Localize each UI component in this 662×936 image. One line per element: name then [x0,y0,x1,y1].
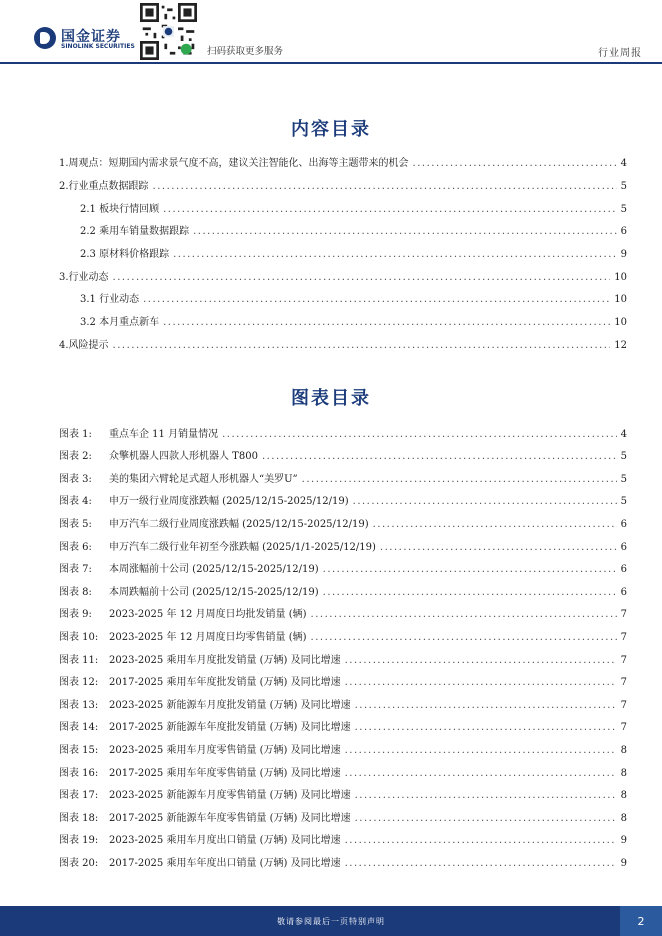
figure-number: 图表 10: [59,632,99,643]
dot-leader [345,655,617,666]
figure-entry[interactable] [59,696,627,712]
header-divider [0,62,662,64]
figure-number: 图表 16: [59,768,99,779]
figure-entry[interactable] [59,809,627,825]
figure-entry[interactable] [59,718,627,734]
figure-number: 图表 17: [59,790,99,801]
toc-entry[interactable] [80,222,627,238]
figure-page: 8 [620,768,627,779]
toc-entry-label: 2.3 原材料价格跟踪 [80,249,170,260]
figure-number: 图表 15: [59,745,99,756]
figure-title: 申万一级行业周度涨跌幅 (2025/12/15-2025/12/19) [109,496,349,507]
toc-entry-label: 4.风险提示 [59,340,109,351]
dot-leader [302,474,617,485]
figure-page: 9 [620,858,627,869]
figure-number: 图表 20: [59,858,99,869]
dot-leader [323,564,617,575]
dot-leader [355,790,617,801]
toc-entry-page: 5 [620,204,627,215]
figure-number: 图表 14: [59,722,99,733]
figure-entry[interactable] [59,515,627,531]
dot-leader [345,858,617,869]
figure-number: 图表 2: [59,451,92,462]
toc-entry[interactable] [80,245,627,261]
toc-entry-label: 3.行业动态 [59,272,109,283]
figure-page: 8 [620,745,627,756]
toc-entry-page: 4 [620,158,627,169]
figure-page: 8 [620,790,627,801]
figure-title: 2017-2025 新能源车年度零售销量 (万辆) 及同比增速 [109,813,351,824]
figure-title: 2023-2025 乘用车月度批发销量 (万辆) 及同比增速 [109,655,341,666]
figure-title: 美的集团六臂轮足式超人形机器人“美罗U” [109,474,298,485]
figure-number: 图表 18: [59,813,99,824]
figure-page: 7 [620,655,627,666]
figure-entry[interactable] [59,560,627,576]
qr-code-icon [140,3,197,60]
figure-number: 图表 5: [59,519,92,530]
dot-leader [413,158,617,169]
dot-leader [323,587,617,598]
dot-leader [355,722,617,733]
figure-page: 8 [620,813,627,824]
toc-entry-label: 2.1 板块行情回顾 [80,204,160,215]
figure-title: 2023-2025 年 12 月周度日均批发销量 (辆) [109,609,307,620]
figure-page: 6 [620,564,627,575]
dot-leader [311,632,617,643]
figure-title: 2017-2025 乘用车年度出口销量 (万辆) 及同比增速 [109,858,341,869]
toc-entry-page: 10 [614,294,627,305]
dot-leader [143,294,610,305]
figure-title: 申万汽车二级行业周度涨跌幅 (2025/12/15-2025/12/19) [109,519,369,530]
toc-entry[interactable] [80,290,627,306]
toc-entry[interactable] [59,154,627,170]
dot-leader [163,317,610,328]
figure-number: 图表 6: [59,542,92,553]
figure-title: 2023-2025 年 12 月周度日均零售销量 (辆) [109,632,307,643]
page-number: 2 [620,906,662,936]
figure-entry[interactable] [59,628,627,644]
figure-page: 9 [620,835,627,846]
figure-number: 图表 3: [59,474,92,485]
figure-entry[interactable] [59,425,627,441]
page-header [0,0,662,62]
figure-number: 图表 13: [59,700,99,711]
toc-entry-label: 2.2 乘用车销量数据跟踪 [80,226,190,237]
dot-leader [113,272,611,283]
toc-entry[interactable] [59,177,627,193]
figure-title: 2017-2025 乘用车年度零售销量 (万辆) 及同比增速 [109,768,341,779]
figure-page: 5 [620,496,627,507]
figure-entry[interactable] [59,470,627,486]
figure-title: 本周跌幅前十公司 (2025/12/15-2025/12/19) [109,587,319,598]
figure-entry[interactable] [59,741,627,757]
figure-page: 7 [620,722,627,733]
figure-number: 图表 12: [59,677,99,688]
dot-leader [345,835,617,846]
toc-entry-label: 3.1 行业动态 [80,294,140,305]
dot-leader [345,677,617,688]
toc-entry-label: 2.行业重点数据跟踪 [59,181,149,192]
figure-page: 7 [620,700,627,711]
figure-title: 2023-2025 乘用车月度零售销量 (万辆) 及同比增速 [109,745,341,756]
dot-leader [373,519,617,530]
dot-leader [355,700,617,711]
figure-entry[interactable] [59,605,627,621]
figure-entry[interactable] [59,854,627,870]
dot-leader [163,204,617,215]
figure-page: 7 [620,609,627,620]
figure-entry[interactable] [59,673,627,689]
dot-leader [222,429,617,440]
dot-leader [153,181,617,192]
figure-number: 图表 1: [59,429,92,440]
figure-entry[interactable] [59,492,627,508]
figure-entry[interactable] [59,831,627,847]
qr-caption: 扫码获取更多服务 [207,46,284,57]
figure-title: 众擎机器人四款人形机器人 T800 [109,451,258,462]
dot-leader [380,542,617,553]
toc-entry[interactable] [80,200,627,216]
figure-page: 6 [620,587,627,598]
dot-leader [193,226,617,237]
figures-title: 图表目录 [291,388,371,409]
dot-leader [173,249,617,260]
figure-entry[interactable] [59,764,627,780]
toc-entry-page: 9 [620,249,627,260]
figure-title: 2017-2025 新能源车年度批发销量 (万辆) 及同比增速 [109,722,351,733]
figure-title: 本周涨幅前十公司 (2025/12/15-2025/12/19) [109,564,319,575]
figure-title: 2023-2025 新能源车月度零售销量 (万辆) 及同比增速 [109,790,351,801]
figure-number: 图表 11: [59,655,99,666]
page-footer [0,906,662,936]
sinolink-logo-icon [34,27,56,49]
toc-entry[interactable] [59,268,627,284]
dot-leader [353,496,617,507]
figure-number: 图表 7: [59,564,92,575]
toc-entry[interactable] [59,336,627,352]
dot-leader [262,451,617,462]
figure-entry[interactable] [59,583,627,599]
dot-leader [345,768,617,779]
figure-page: 7 [620,632,627,643]
figure-number: 图表 8: [59,587,92,598]
toc-entry-page: 12 [614,340,627,351]
figure-page: 4 [620,429,627,440]
toc-entry-page: 10 [614,317,627,328]
toc-entry-label: 1.周观点：短期国内需求景气度不高，建议关注智能化、出海等主题带来的机会 [59,158,409,169]
figure-number: 图表 4: [59,496,92,507]
figure-title: 2023-2025 乘用车月度出口销量 (万辆) 及同比增速 [109,835,341,846]
toc-entry-page: 5 [620,181,627,192]
logo-english-name: SINOLINK SECURITIES [61,43,135,50]
figure-entry[interactable] [59,786,627,802]
figure-title: 申万汽车二级行业年初至今涨跌幅 (2025/1/1-2025/12/19) [109,542,376,553]
figure-title: 2017-2025 乘用车年度批发销量 (万辆) 及同比增速 [109,677,341,688]
dot-leader [345,745,617,756]
figure-page: 7 [620,677,627,688]
logo-chinese-name: 国金证券 [61,29,121,45]
figure-number: 图表 9: [59,609,92,620]
disclaimer-note: 敬请参阅最后一页特别声明 [277,917,385,926]
figure-title: 重点车企 11 月销量情况 [109,429,219,440]
figure-number: 图表 19: [59,835,99,846]
toc-entry-page: 10 [614,272,627,283]
dot-leader [311,609,617,620]
figure-page: 6 [620,542,627,553]
figure-page: 5 [620,451,627,462]
document-type: 行业周报 [598,48,642,59]
figure-page: 5 [620,474,627,485]
figure-entry[interactable] [59,447,627,463]
figure-page: 6 [620,519,627,530]
figure-entry[interactable] [59,651,627,667]
toc-entry-label: 3.2 本月重点新车 [80,317,160,328]
figure-title: 2023-2025 新能源车月度批发销量 (万辆) 及同比增速 [109,700,351,711]
dot-leader [355,813,617,824]
dot-leader [113,340,611,351]
toc-entry-page: 6 [620,226,627,237]
toc-entry[interactable] [80,313,627,329]
toc-title: 内容目录 [291,119,371,140]
figure-entry[interactable] [59,538,627,554]
